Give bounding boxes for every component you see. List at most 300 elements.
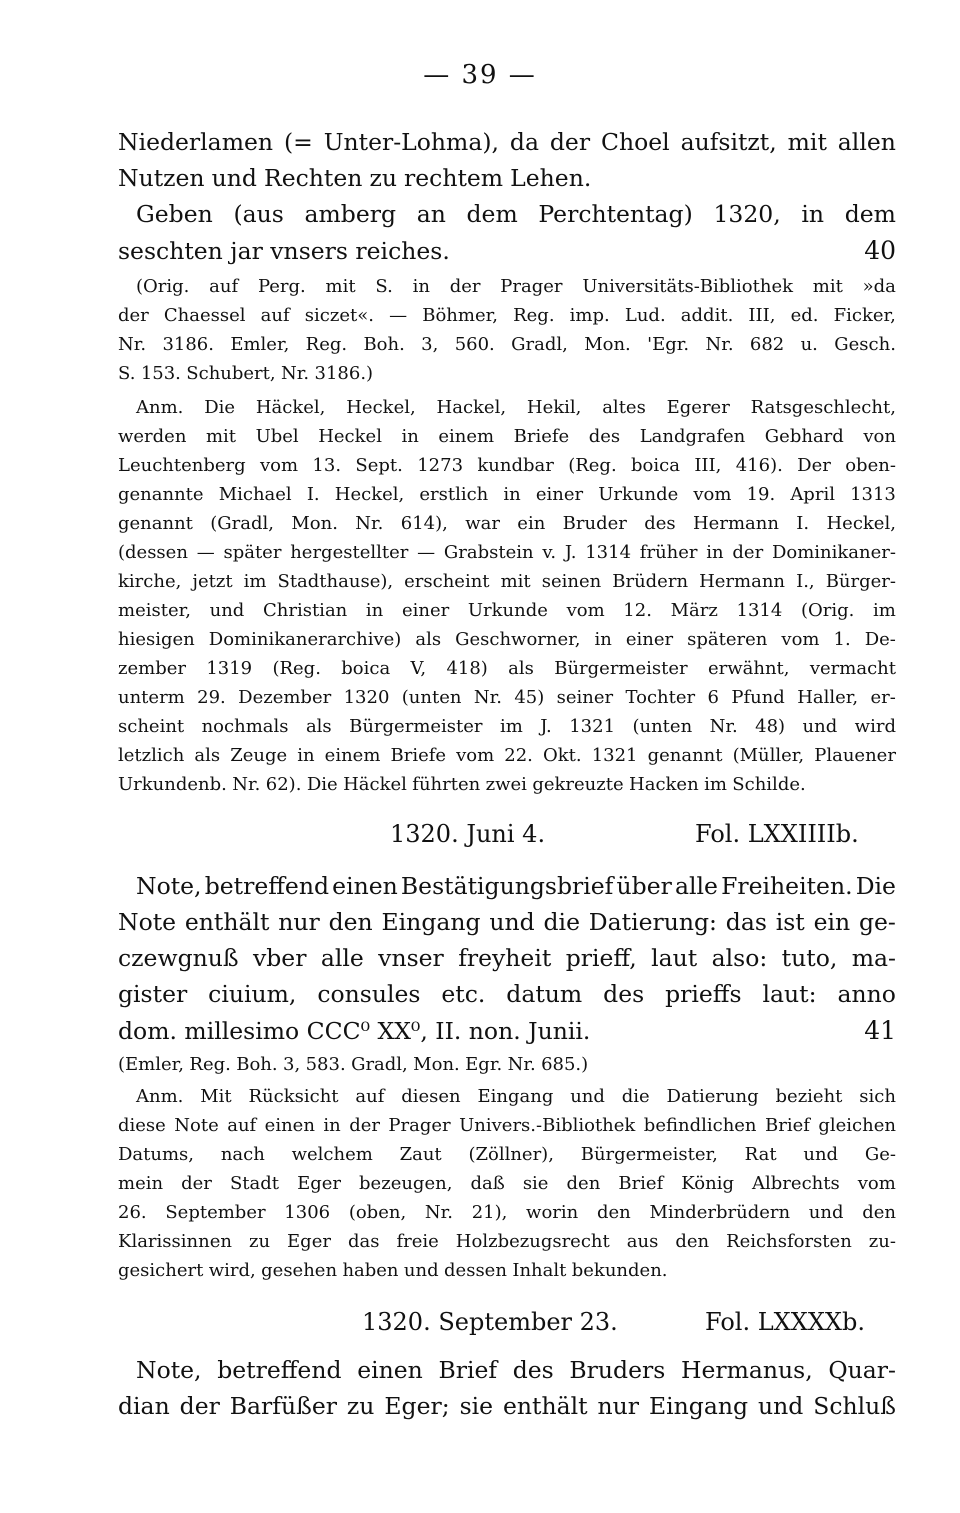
text-line — [118, 334, 896, 360]
word: Bürgermeister — [349, 716, 483, 737]
text-line — [118, 716, 896, 742]
word: nochmals — [201, 716, 289, 737]
word: 1321 — [569, 716, 616, 737]
text-line — [118, 571, 896, 597]
word: Perchtentag) — [538, 200, 693, 228]
word: Rücksicht — [248, 1086, 339, 1107]
word: Hermanus, — [680, 1356, 813, 1384]
folio-reference: Fol. LXXXXb. — [705, 1308, 865, 1336]
text-line — [118, 1202, 896, 1228]
word: Bürgermeister, — [580, 1144, 718, 1165]
word: Schilde. — [732, 774, 806, 795]
word: in — [801, 200, 825, 228]
folio-reference: Fol. LXXIIIIb. — [695, 820, 859, 848]
word: Nr. — [424, 1202, 453, 1223]
word: einem — [324, 745, 381, 766]
word: erwähnt, — [707, 658, 790, 679]
word: des — [603, 980, 645, 1008]
word: Perg. — [257, 276, 306, 297]
text-line — [118, 980, 896, 1012]
text-line — [118, 872, 896, 904]
entry-date: 1320. September 23. — [362, 1308, 618, 1336]
word: gleichen — [818, 1115, 896, 1136]
text-line — [118, 944, 896, 976]
word: prieff, — [565, 944, 637, 972]
word: letzlich — [118, 745, 185, 766]
word: 1314 — [736, 600, 783, 621]
word: genannt — [647, 745, 723, 766]
text-line — [118, 1054, 896, 1080]
word: De- — [864, 629, 896, 650]
word: Prager — [388, 1115, 451, 1136]
word: Heckel — [318, 426, 382, 447]
word: Hackel, — [436, 397, 507, 418]
word: Nr. — [507, 1054, 536, 1075]
word: als — [415, 629, 442, 650]
word: Stadthause), — [277, 571, 394, 592]
word: dian — [118, 1392, 170, 1420]
word: 45) — [514, 687, 545, 708]
word: Mon. — [413, 1054, 460, 1075]
word: Gradl, — [351, 1054, 408, 1075]
word: einen — [357, 1356, 423, 1384]
word: in — [323, 1115, 341, 1136]
word: dem — [844, 200, 896, 228]
word: boica — [631, 455, 680, 476]
word: sie — [522, 1173, 549, 1194]
word: einer — [401, 600, 450, 621]
word: Eingang — [477, 1086, 554, 1107]
word: Häckel, — [255, 397, 326, 418]
text-line — [118, 542, 896, 568]
word: den — [328, 908, 373, 936]
word: zember — [118, 658, 186, 679]
word: (Reg. — [568, 455, 617, 476]
word: Prager — [500, 276, 563, 297]
word: September — [165, 1202, 266, 1223]
word: Eingang — [648, 1392, 749, 1420]
word: addit. — [680, 305, 734, 326]
text-line — [118, 658, 896, 684]
word: Bürgermeister — [554, 658, 688, 679]
word: Eingang — [381, 908, 481, 936]
word: Michael — [218, 484, 292, 505]
word: genannte — [118, 484, 204, 505]
word: auf — [227, 1115, 257, 1136]
word: 1319 — [206, 658, 253, 679]
word: 614), — [400, 513, 448, 534]
word: betreffend — [217, 1356, 342, 1384]
word: Chaessel — [163, 305, 246, 326]
word: welchem — [291, 1144, 373, 1165]
word: den — [596, 1202, 631, 1223]
word: altes — [602, 397, 646, 418]
word: Egr. — [465, 1054, 503, 1075]
word: (= — [283, 128, 313, 156]
word: ein — [517, 513, 546, 534]
word: mit — [325, 276, 356, 297]
word: späteren — [687, 629, 768, 650]
word: 3, — [283, 1054, 301, 1075]
word: (oben, — [348, 1202, 407, 1223]
word: den — [566, 1173, 601, 1194]
word: alle — [674, 872, 718, 900]
word: Hermann — [699, 571, 786, 592]
word: einen — [332, 872, 398, 900]
word: Emler, — [230, 334, 290, 355]
word: Pfund — [731, 687, 785, 708]
word: daß — [470, 1173, 505, 1194]
text-line — [118, 1356, 896, 1388]
word: vom — [260, 455, 299, 476]
word: zu — [248, 1231, 271, 1252]
word: Schubert, — [186, 363, 276, 384]
word: zu — [346, 1392, 375, 1420]
word: 26. — [118, 1202, 147, 1223]
word: Bruder — [562, 513, 627, 534]
word: einen — [264, 1115, 315, 1136]
text-line — [118, 1392, 896, 1424]
word: zu- — [868, 1231, 896, 1252]
word: einer — [625, 629, 674, 650]
word: 12. — [623, 600, 652, 621]
word: Nr. — [709, 716, 738, 737]
word: aufsitzt, — [680, 128, 777, 156]
word: 583. — [305, 1054, 346, 1075]
word: auf — [355, 1086, 385, 1107]
word: Gesch. — [834, 334, 896, 355]
text-line — [118, 1260, 896, 1286]
word: Grabstein — [443, 542, 534, 563]
entry-date: 1320. Juni 4. — [390, 820, 546, 848]
line-text: seschten jar vnsers reiches. — [118, 237, 450, 265]
word: von — [863, 426, 896, 447]
word: consules — [317, 980, 421, 1008]
word: und — [808, 1202, 844, 1223]
word: genannt — [118, 513, 193, 534]
word: Dominikaner- — [771, 542, 896, 563]
word: (Orig. — [136, 276, 190, 297]
word: Boh. — [236, 1054, 278, 1075]
word: 1321 — [591, 745, 638, 766]
word: Böhmer, — [422, 305, 498, 326]
text-line — [118, 363, 896, 389]
word: nach — [220, 1144, 265, 1165]
word: Egerer — [666, 397, 730, 418]
word: 1273 — [417, 455, 464, 476]
word: in — [594, 629, 612, 650]
word: Rechten — [264, 164, 363, 192]
word: unterm — [118, 687, 185, 708]
word: scheint — [118, 716, 185, 737]
word: 1313 — [850, 484, 896, 505]
word: zu — [369, 164, 397, 192]
word: Klarissinnen — [118, 1231, 232, 1252]
word: I. — [796, 513, 810, 534]
word: I., — [796, 571, 815, 592]
word: Bruders — [569, 1356, 666, 1384]
word: befindlichen — [643, 1115, 757, 1136]
word: einem — [438, 426, 495, 447]
word: den — [675, 1231, 710, 1252]
word: im — [873, 600, 896, 621]
word: König — [681, 1173, 734, 1194]
word: den — [862, 1202, 896, 1223]
word: Heckel, — [826, 513, 896, 534]
word: Briefe — [513, 426, 570, 447]
text-line — [118, 513, 896, 539]
word: 1306 — [284, 1202, 331, 1223]
word: etc. — [441, 980, 486, 1008]
word: 1. — [833, 629, 851, 650]
word: Note, — [136, 872, 202, 900]
word: — — [389, 305, 408, 326]
word: jetzt — [192, 571, 233, 592]
word: v. — [542, 542, 557, 563]
word: der — [118, 305, 149, 326]
word: kirche, — [118, 571, 182, 592]
word: Häckel — [343, 774, 407, 795]
word: Gebhard — [764, 426, 844, 447]
text-line — [118, 1086, 896, 1112]
word: der — [449, 276, 481, 297]
word: erstlich — [419, 484, 489, 505]
word: bekunden. — [571, 1260, 668, 1281]
word: zwei — [485, 774, 527, 795]
word: und — [570, 1086, 605, 1107]
word: Hekil, — [526, 397, 582, 418]
word: rechtem — [404, 164, 504, 192]
word: März — [670, 600, 718, 621]
word: Note — [174, 1115, 219, 1136]
word: gesehen — [261, 1260, 338, 1281]
word: J. — [540, 716, 552, 737]
word: (Orig. — [800, 600, 855, 621]
word: vom — [693, 484, 732, 505]
word: er- — [870, 687, 896, 708]
word: 6 — [707, 687, 719, 708]
word: als — [194, 745, 221, 766]
word: Freiheiten. — [721, 872, 853, 900]
word: Nr. — [705, 334, 734, 355]
word: aus — [626, 1231, 659, 1252]
word: des — [512, 1356, 554, 1384]
word: 682 — [749, 334, 785, 355]
word: 416). — [735, 455, 783, 476]
word: das — [725, 908, 767, 936]
word: und — [211, 164, 257, 192]
word: als — [305, 716, 332, 737]
word: bezeugen, — [359, 1173, 453, 1194]
text-line — [118, 397, 896, 423]
word: Unter-Lohma), — [323, 128, 499, 156]
text-line — [118, 128, 896, 160]
word: Ratsgeschlecht, — [750, 397, 896, 418]
word: vom — [456, 745, 495, 766]
word: Die — [306, 774, 338, 795]
word: Anm. — [136, 1086, 184, 1107]
word: in — [365, 600, 384, 621]
text-line — [118, 276, 896, 302]
text-line — [118, 1016, 896, 1048]
word: I. — [306, 484, 320, 505]
word: Landgrafen — [639, 426, 746, 447]
word: Sept. — [355, 455, 403, 476]
word: laut: — [762, 980, 817, 1008]
word: an — [416, 200, 446, 228]
word: im — [704, 774, 727, 795]
document-number: 41 — [864, 1016, 896, 1045]
word: Nutzen — [118, 164, 205, 192]
word: die — [543, 908, 580, 936]
word: 1314 — [585, 542, 632, 563]
word: vermacht — [809, 658, 896, 679]
word: Geben — [136, 200, 213, 228]
word: Nr. — [473, 687, 502, 708]
word: ein — [813, 908, 851, 936]
word: Nr. — [355, 513, 384, 534]
word: seiner — [556, 687, 614, 708]
word: und — [757, 1392, 804, 1420]
word: als — [508, 658, 534, 679]
word: vnser — [378, 944, 444, 972]
text-line — [118, 600, 896, 626]
word: Universitäts-Bibliothek — [582, 276, 794, 297]
word: gesichert — [118, 1260, 204, 1281]
text-line — [118, 426, 896, 452]
word: alle — [320, 944, 364, 972]
word: Eger — [297, 1173, 341, 1194]
word: Lud. — [624, 305, 666, 326]
word: Bürger- — [825, 571, 896, 592]
word: vom — [566, 600, 605, 621]
word: III, — [694, 455, 722, 476]
word: Zaut — [399, 1144, 442, 1165]
word: wird, — [208, 1260, 256, 1281]
word: mit — [787, 128, 827, 156]
text-line — [118, 1231, 896, 1257]
word: Urkunde — [467, 600, 548, 621]
word: (Zöllner), — [468, 1144, 554, 1165]
word: führten — [412, 774, 481, 795]
word: Reichsforsten — [726, 1231, 852, 1252]
word: über — [616, 872, 672, 900]
word: der — [349, 1115, 380, 1136]
word: Ubel — [255, 426, 299, 447]
text-line — [118, 200, 896, 232]
word: 418) — [446, 658, 488, 679]
word: nur — [278, 908, 320, 936]
word: amberg — [304, 200, 397, 228]
word: der — [549, 128, 591, 156]
word: nur — [597, 1392, 640, 1420]
word: Heckel, — [334, 484, 405, 505]
word: Note — [118, 908, 177, 936]
word: Holzbezugsrecht — [455, 1231, 610, 1252]
word: u. — [800, 334, 818, 355]
word: Okt. — [543, 745, 582, 766]
word: enthält — [503, 1392, 588, 1420]
word: werden — [118, 426, 187, 447]
word: sie — [459, 1392, 494, 1420]
word: Zeuge — [230, 745, 288, 766]
word: czewgnuß — [118, 944, 239, 972]
word: freie — [396, 1231, 439, 1252]
word: und — [489, 908, 535, 936]
word: Reg. — [305, 334, 348, 355]
word: Anm. — [136, 397, 184, 418]
word: Choel — [600, 128, 670, 156]
word: diesen — [401, 1086, 461, 1107]
word: 29. — [197, 687, 226, 708]
word: diese — [118, 1115, 166, 1136]
text-line — [118, 1115, 896, 1141]
word: das — [347, 1231, 380, 1252]
word: Albrechts — [752, 1173, 840, 1194]
word: der — [732, 542, 764, 563]
word: tuto, — [781, 944, 838, 972]
word: siczet«. — [304, 305, 374, 326]
word: prieffs — [665, 980, 742, 1008]
word: und — [803, 1144, 839, 1165]
word: Urkundenb. — [118, 774, 227, 795]
word: (Gradl, — [210, 513, 275, 534]
word: Die — [855, 872, 896, 900]
word: allen — [837, 128, 896, 156]
word: Reg. — [189, 1054, 231, 1075]
word: Hacken — [629, 774, 699, 795]
text-line — [118, 1144, 896, 1170]
word: später — [223, 542, 282, 563]
word: auf — [260, 305, 290, 326]
word: Ge- — [864, 1144, 896, 1165]
word: 22. — [504, 745, 533, 766]
word: der — [179, 1392, 220, 1420]
word: haben — [342, 1260, 399, 1281]
word: war — [465, 513, 500, 534]
word: früher — [639, 542, 698, 563]
word: Bestätigungsbrief — [400, 872, 614, 900]
word: gister — [118, 980, 188, 1008]
word: 560. — [454, 334, 495, 355]
text-line — [118, 455, 896, 481]
word: ge- — [858, 908, 896, 936]
word: Rat — [744, 1144, 777, 1165]
word: gekreuzte — [532, 774, 624, 795]
word: bezieht — [775, 1086, 843, 1107]
word: 1320, — [713, 200, 781, 228]
word: ed. — [790, 305, 819, 326]
word: vom — [857, 1173, 896, 1194]
text-line — [118, 774, 896, 800]
text-line — [118, 629, 896, 655]
word: Plauener — [814, 745, 896, 766]
word: Die — [204, 397, 236, 418]
word: April — [790, 484, 835, 505]
word: ciuium, — [208, 980, 297, 1008]
word: in — [297, 745, 315, 766]
word: dem — [466, 200, 518, 228]
word: Univers.-Bibliothek — [459, 1115, 636, 1136]
word: Barfüßer — [229, 1392, 337, 1420]
word: Ficker, — [833, 305, 896, 326]
word: Schluß — [813, 1392, 896, 1420]
word: Eger — [287, 1231, 331, 1252]
word: oben- — [845, 455, 896, 476]
word: Hermann — [692, 513, 779, 534]
word: (unten — [632, 716, 693, 737]
word: des — [588, 426, 621, 447]
